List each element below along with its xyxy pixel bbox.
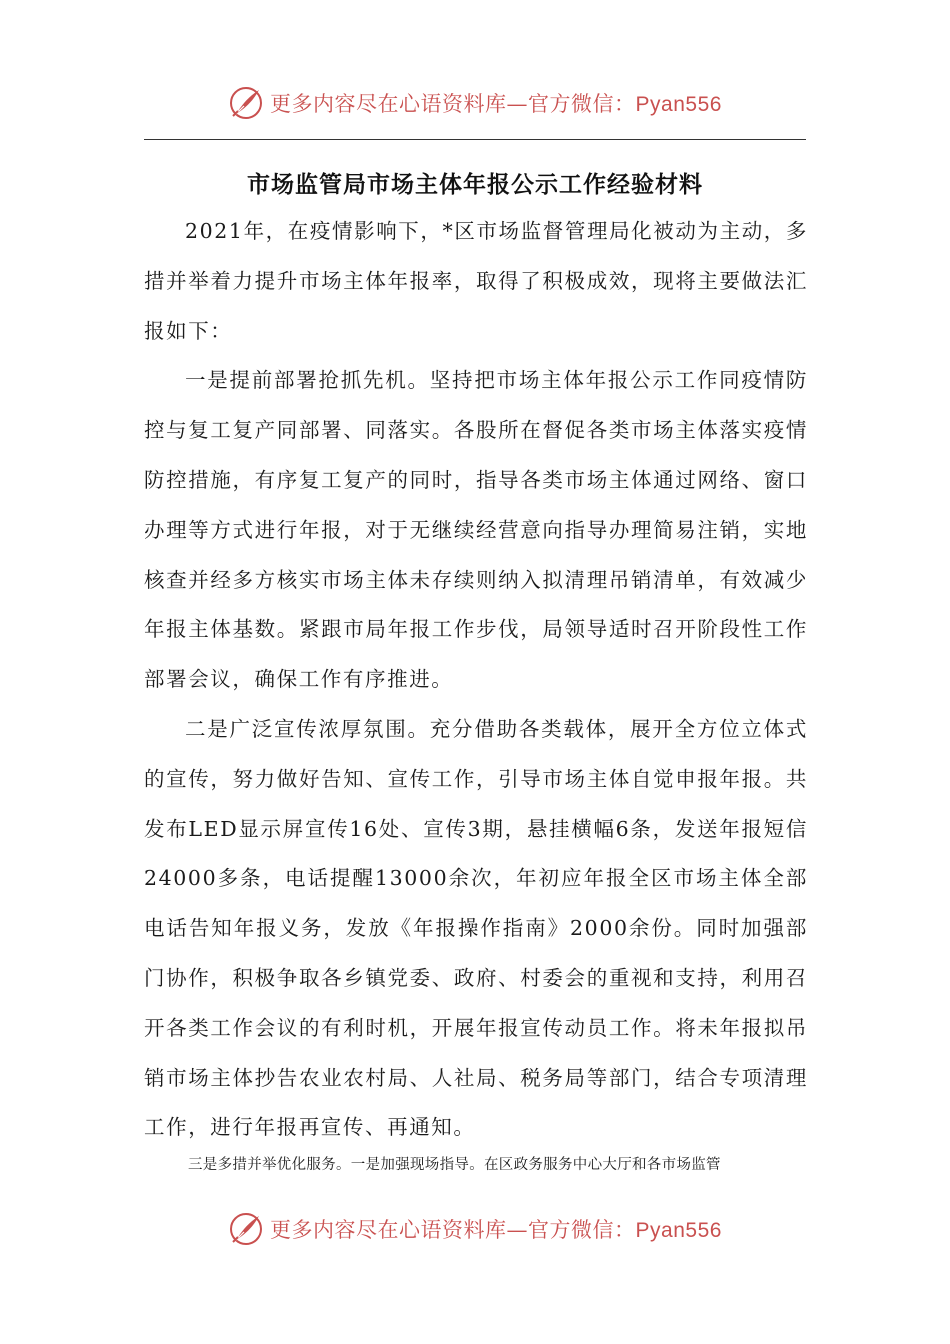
- header-banner-content: [228, 85, 722, 121]
- paragraph-point-three: 三是多措并举优化服务。一是加强现场指导。在区政务服务中心大厅和各市场监管: [188, 1157, 721, 1173]
- paragraph-intro: 2021年，在疫情影响下，*区市场监督管理局化被动为主动，多措并举着力提升市场主体年报率，取得了积极成效，现将主要做法汇报如下：: [144, 219, 808, 343]
- header-banner: [0, 78, 950, 128]
- paragraph-point-two: 二是广泛宣传浓厚氛围。充分借助各类载体，展开全方位立体式的宣传，努力做好告知、宣传工作，引导市场主体自觉申报年报。共发布LED显示屏宣传16处、宣传3期，悬挂横幅6条，发送年报短信24000多条，电话提醒13000余次，年初应年报全区市场主体全部电话告知年报义务，发放《年报操作指南》2000余份。同时加强部门协作，积极争取各乡镇党委、政府、村委会的重视和支持，利用召开各类工作会议的有利时机，开展年报宣传动员工作。将未年报拟吊销市场主体抄告农业农村局、人社局、税务局等部门，结合专项清理工作，进行年报再宣传、再通知。: [144, 716, 808, 1140]
- footer-banner: [0, 1204, 950, 1254]
- footer-banner-text: [270, 1214, 722, 1244]
- header-banner-label: 更多内容尽在心语资料库—官方微信：: [270, 92, 636, 116]
- footer-banner-label: 更多内容尽在心语资料库—官方微信：: [270, 1218, 636, 1242]
- paragraph-point-one: 一是提前部署抢抓先机。坚持把市场主体年报公示工作同疫情防控与复工复产同部署、同落实。各股所在督促各类市场主体落实疫情防控措施，有序复工复产的同时，指导各类市场主体通过网络、窗口办理等方式进行年报，对于无继续经营意向指导办理简易注销，实地核查并经多方核实市场主体未存续则纳入拟清理吊销清单，有效减少年报主体基数。紧跟市局年报工作步伐，局领导适时召开阶段性工作部署会议，确保工作有序推进。: [144, 368, 808, 692]
- header-divider: [144, 139, 806, 140]
- footer-banner-content: [228, 1211, 722, 1247]
- footer-wechat-id: Pyan556: [635, 1219, 722, 1242]
- document-title: 市场监管局市场主体年报公示工作经验材料: [247, 172, 703, 198]
- quill-pen-icon: [228, 1211, 264, 1247]
- quill-pen-icon: [228, 85, 264, 121]
- document-body: [144, 207, 808, 1153]
- header-wechat-id: Pyan556: [635, 93, 722, 116]
- header-banner-text: [270, 88, 722, 118]
